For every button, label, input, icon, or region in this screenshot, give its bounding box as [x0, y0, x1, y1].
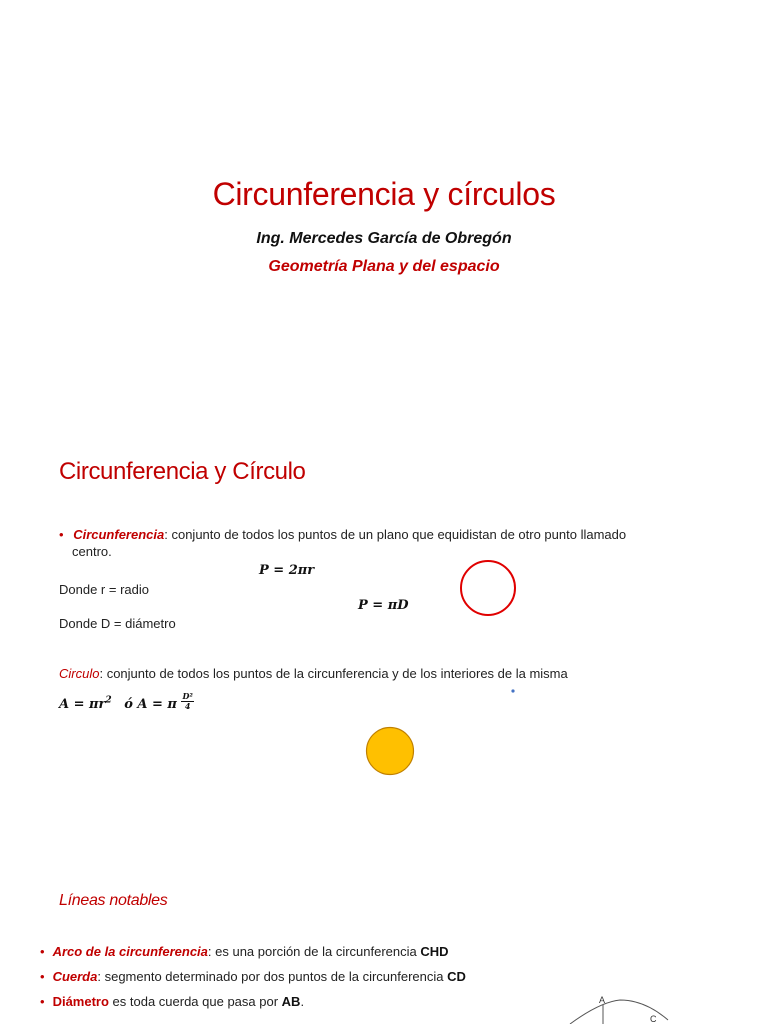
dot-marker	[510, 688, 516, 694]
course-name: Geometría Plana y del espacio	[268, 258, 500, 275]
bullet-icon: •	[40, 969, 45, 984]
section-heading: Circunferencia y Círculo	[59, 458, 306, 485]
list-item-arco	[40, 944, 449, 959]
circulo-colon: :	[99, 666, 104, 681]
perimeter-formula-diameter: P = πD	[358, 598, 409, 613]
author-name: Ing. Mercedes García de Obregón	[256, 230, 512, 247]
list-item-cuerda	[40, 969, 466, 984]
arco-term: Arco de la circunferencia	[52, 944, 208, 959]
area-formula-middle: ó A = π	[124, 697, 177, 712]
donde-radio-note: Donde r = radio	[59, 582, 149, 597]
bullet-icon: •	[40, 944, 45, 959]
label-a: A	[599, 995, 606, 1005]
diametro-period: .	[300, 994, 305, 1009]
circunferencia-text: conjunto de todos los puntos de un plano que equidistan de otro punto llamado	[167, 527, 627, 542]
circulo-text: conjunto de todos los puntos de la circunferencia y de los interiores de la misma	[103, 666, 568, 681]
circle-lines-diagram	[560, 992, 680, 1024]
circunferencia-definition	[59, 526, 719, 543]
diametro-term: Diámetro	[52, 994, 109, 1009]
arco-label: CHD	[420, 944, 449, 959]
presentation-title: Circunferencia y círculos	[212, 176, 556, 212]
cuerda-text: : segmento determinado por dos puntos de la circunferencia	[97, 969, 448, 984]
area-formula-lhs: A = πr	[59, 697, 106, 712]
diametro-label: AB	[281, 994, 301, 1009]
circulo-term: Circulo	[59, 666, 100, 681]
perimeter-formula-radius: P = 2πr	[259, 563, 315, 578]
area-formula-exponent: 2	[105, 695, 112, 706]
area-formula-fraction	[181, 692, 193, 711]
diametro-text: es toda cuerda que pasa por	[108, 994, 282, 1009]
circunferencia-colon: :	[164, 527, 168, 542]
cuerda-label: CD	[447, 969, 466, 984]
circle-disk-illustration	[364, 725, 416, 777]
fraction-numerator: D²	[182, 691, 193, 701]
circulo-definition	[59, 665, 699, 682]
area-formula	[59, 691, 194, 714]
donde-diametro-note: Donde D = diámetro	[59, 616, 176, 631]
bullet-icon: •	[59, 527, 64, 542]
list-item-diametro	[40, 994, 304, 1009]
fraction-denominator: 4	[184, 701, 191, 711]
circunferencia-definition-cont: centro.	[72, 544, 112, 559]
label-c: C	[650, 1014, 657, 1024]
lineas-notables-heading: Líneas notables	[59, 892, 168, 909]
cuerda-term: Cuerda	[52, 969, 98, 984]
circunferencia-term: Circunferencia	[73, 527, 165, 542]
circumference-illustration	[455, 555, 521, 621]
bullet-icon: •	[40, 994, 45, 1009]
arco-text: : es una porción de la circunferencia	[207, 944, 421, 959]
